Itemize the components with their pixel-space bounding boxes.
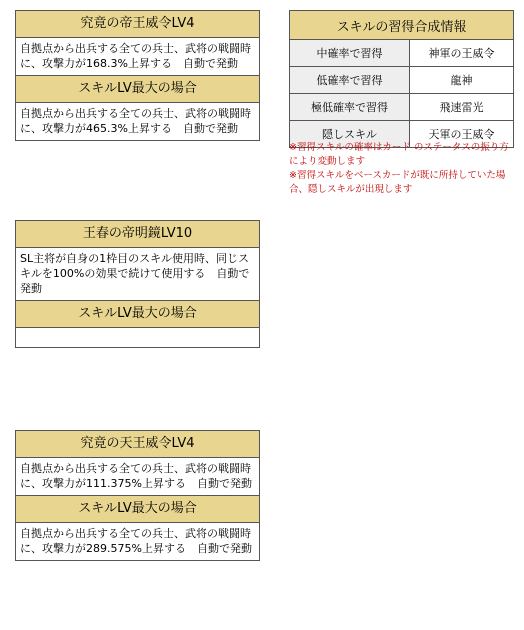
skill-card-1 [15,10,260,141]
row-value: 龍神 [410,67,514,94]
note-probability: ※習得スキルの確率はカード のステータスの振り方により変動します [289,142,509,167]
row-label: 極低確率で習得 [290,94,410,121]
table-title: スキルの習得合成情報 [290,11,514,40]
max-level-description: 自拠点から出兵する全ての兵士、武将の戦闘時に、攻撃力が289.575%上昇する 自動で発動 [20,527,252,555]
skill-description: 自拠点から出兵する全ての兵士、武将の戦闘時に、攻撃力が168.3%上昇する 自動で発動 [20,42,251,70]
skill-description: SL主将が自身の1枠目のスキル使用時、同じスキルを100%の効果で続けて使用する 自動で発動 [20,252,250,295]
table-row [290,40,514,67]
row-value: 神軍の王威令 [410,40,514,67]
max-level-description: 自拠点から出兵する全ての兵士、武将の戦闘時に、攻撃力が465.3%上昇する 自動で発動 [20,107,251,135]
skill-title: 王春の帝明鏡LV10 [16,221,259,248]
row-label: 低確率で習得 [290,67,410,94]
skill-title: 究竟の天王威令LV4 [16,431,259,458]
max-level-title: スキルLV最大の場合 [16,75,259,103]
row-value: 飛速雷光 [410,94,514,121]
max-level-title: スキルLV最大の場合 [16,495,259,523]
table-row [290,67,514,94]
skill-synthesis-table [289,10,514,148]
table-row [290,94,514,121]
row-label: 中確率で習得 [290,40,410,67]
max-level-title: スキルLV最大の場合 [16,300,259,328]
row-label: 隠しスキル [290,121,410,148]
row-value: 天軍の王威令 [410,121,514,148]
skill-card-2 [15,220,260,348]
skill-description: 自拠点から出兵する全ての兵士、武将の戦闘時に、攻撃力が111.375%上昇する 自動で発動 [20,462,252,490]
note-hidden-skill: ※習得スキルをベースカードが既に所持していた場合、隠しスキルが出現します [289,170,506,195]
notes [289,141,517,197]
skill-card-3 [15,430,260,561]
max-level-description [16,328,259,347]
skill-title: 究竟の帝王威令LV4 [16,11,259,38]
